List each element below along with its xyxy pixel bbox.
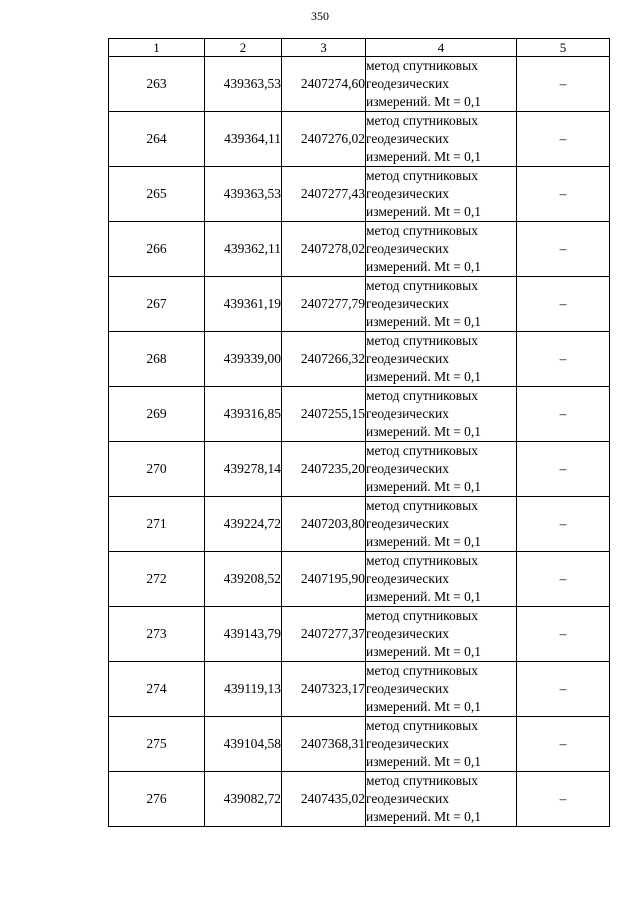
note-cell: –: [517, 277, 610, 332]
method-cell: [366, 167, 517, 222]
y-coordinate-cell: 2407368,31: [282, 717, 366, 772]
method-cell: [366, 552, 517, 607]
table-row: [109, 387, 610, 442]
table-row: [109, 772, 610, 827]
point-number-cell: 276: [109, 772, 205, 827]
method-line: метод спутниковых: [366, 553, 478, 568]
method-cell: [366, 497, 517, 552]
method-line: геодезических: [366, 186, 449, 201]
table-row: [109, 662, 610, 717]
table-row: [109, 332, 610, 387]
point-number-cell: 274: [109, 662, 205, 717]
y-coordinate-cell: 2407277,43: [282, 167, 366, 222]
method-line: метод спутниковых: [366, 443, 478, 458]
method-line: геодезических: [366, 296, 449, 311]
coordinates-table: [108, 38, 610, 827]
point-number-cell: 275: [109, 717, 205, 772]
method-line: измерений. Mt = 0,1: [366, 204, 482, 219]
y-coordinate-cell: 2407266,32: [282, 332, 366, 387]
method-line: измерений. Mt = 0,1: [366, 534, 482, 549]
method-line: измерений. Mt = 0,1: [366, 754, 482, 769]
table-row: [109, 57, 610, 112]
method-line: метод спутниковых: [366, 168, 478, 183]
point-number-cell: 271: [109, 497, 205, 552]
method-line: геодезических: [366, 461, 449, 476]
method-line: измерений. Mt = 0,1: [366, 589, 482, 604]
y-coordinate-cell: 2407255,15: [282, 387, 366, 442]
method-line: геодезических: [366, 76, 449, 91]
method-cell: [366, 717, 517, 772]
table-row: [109, 442, 610, 497]
x-coordinate-cell: 439339,00: [205, 332, 282, 387]
method-line: метод спутниковых: [366, 773, 478, 788]
note-cell: –: [517, 57, 610, 112]
method-cell: [366, 222, 517, 277]
header-col-2: 2: [205, 39, 282, 57]
y-coordinate-cell: 2407277,79: [282, 277, 366, 332]
point-number-cell: 269: [109, 387, 205, 442]
header-col-4: 4: [366, 39, 517, 57]
y-coordinate-cell: 2407277,37: [282, 607, 366, 662]
y-coordinate-cell: 2407203,80: [282, 497, 366, 552]
header-col-1: 1: [109, 39, 205, 57]
method-line: измерений. Mt = 0,1: [366, 94, 482, 109]
method-line: измерений. Mt = 0,1: [366, 809, 482, 824]
method-line: геодезических: [366, 351, 449, 366]
note-cell: –: [517, 332, 610, 387]
point-number-cell: 265: [109, 167, 205, 222]
x-coordinate-cell: 439119,13: [205, 662, 282, 717]
note-cell: –: [517, 167, 610, 222]
method-line: геодезических: [366, 406, 449, 421]
method-line: геодезических: [366, 681, 449, 696]
y-coordinate-cell: 2407235,20: [282, 442, 366, 497]
method-cell: [366, 442, 517, 497]
method-cell: [366, 277, 517, 332]
method-cell: [366, 607, 517, 662]
method-line: метод спутниковых: [366, 333, 478, 348]
header-row: [109, 39, 610, 57]
method-line: геодезических: [366, 791, 449, 806]
page-number: 350: [311, 9, 329, 23]
method-line: геодезических: [366, 626, 449, 641]
y-coordinate-cell: 2407278,02: [282, 222, 366, 277]
note-cell: –: [517, 552, 610, 607]
point-number-cell: 270: [109, 442, 205, 497]
table-row: [109, 497, 610, 552]
method-line: метод спутниковых: [366, 278, 478, 293]
table-row: [109, 717, 610, 772]
y-coordinate-cell: 2407274,60: [282, 57, 366, 112]
table-row: [109, 607, 610, 662]
method-line: геодезических: [366, 131, 449, 146]
note-cell: –: [517, 607, 610, 662]
point-number-cell: 272: [109, 552, 205, 607]
method-cell: [366, 112, 517, 167]
method-line: геодезических: [366, 736, 449, 751]
point-number-cell: 267: [109, 277, 205, 332]
table-row: [109, 112, 610, 167]
method-line: метод спутниковых: [366, 498, 478, 513]
method-line: метод спутниковых: [366, 388, 478, 403]
x-coordinate-cell: 439143,79: [205, 607, 282, 662]
y-coordinate-cell: 2407195,90: [282, 552, 366, 607]
x-coordinate-cell: 439364,11: [205, 112, 282, 167]
method-line: геодезических: [366, 241, 449, 256]
method-line: метод спутниковых: [366, 58, 478, 73]
x-coordinate-cell: 439361,19: [205, 277, 282, 332]
note-cell: –: [517, 387, 610, 442]
x-coordinate-cell: 439316,85: [205, 387, 282, 442]
method-line: геодезических: [366, 571, 449, 586]
method-cell: [366, 57, 517, 112]
note-cell: –: [517, 772, 610, 827]
method-line: геодезических: [366, 516, 449, 531]
note-cell: –: [517, 662, 610, 717]
header-col-3: 3: [282, 39, 366, 57]
header-col-5: 5: [517, 39, 610, 57]
x-coordinate-cell: 439224,72: [205, 497, 282, 552]
method-cell: [366, 772, 517, 827]
method-line: метод спутниковых: [366, 223, 478, 238]
table-row: [109, 167, 610, 222]
table-row: [109, 277, 610, 332]
method-cell: [366, 662, 517, 717]
note-cell: –: [517, 222, 610, 277]
method-line: измерений. Mt = 0,1: [366, 369, 482, 384]
y-coordinate-cell: 2407435,02: [282, 772, 366, 827]
point-number-cell: 264: [109, 112, 205, 167]
table-body: [109, 57, 610, 827]
point-number-cell: 266: [109, 222, 205, 277]
x-coordinate-cell: 439362,11: [205, 222, 282, 277]
method-line: измерений. Mt = 0,1: [366, 314, 482, 329]
method-line: измерений. Mt = 0,1: [366, 644, 482, 659]
x-coordinate-cell: 439278,14: [205, 442, 282, 497]
note-cell: –: [517, 497, 610, 552]
point-number-cell: 268: [109, 332, 205, 387]
note-cell: –: [517, 717, 610, 772]
method-line: измерений. Mt = 0,1: [366, 424, 482, 439]
method-line: метод спутниковых: [366, 113, 478, 128]
point-number-cell: 263: [109, 57, 205, 112]
x-coordinate-cell: 439208,52: [205, 552, 282, 607]
point-number-cell: 273: [109, 607, 205, 662]
method-line: метод спутниковых: [366, 718, 478, 733]
x-coordinate-cell: 439082,72: [205, 772, 282, 827]
method-line: метод спутниковых: [366, 663, 478, 678]
table-row: [109, 222, 610, 277]
note-cell: –: [517, 442, 610, 497]
method-line: измерений. Mt = 0,1: [366, 259, 482, 274]
x-coordinate-cell: 439104,58: [205, 717, 282, 772]
table-row: [109, 552, 610, 607]
method-cell: [366, 332, 517, 387]
x-coordinate-cell: 439363,53: [205, 57, 282, 112]
method-line: измерений. Mt = 0,1: [366, 479, 482, 494]
method-line: измерений. Mt = 0,1: [366, 149, 482, 164]
method-line: измерений. Mt = 0,1: [366, 699, 482, 714]
x-coordinate-cell: 439363,53: [205, 167, 282, 222]
method-line: метод спутниковых: [366, 608, 478, 623]
note-cell: –: [517, 112, 610, 167]
y-coordinate-cell: 2407323,17: [282, 662, 366, 717]
method-cell: [366, 387, 517, 442]
y-coordinate-cell: 2407276,02: [282, 112, 366, 167]
